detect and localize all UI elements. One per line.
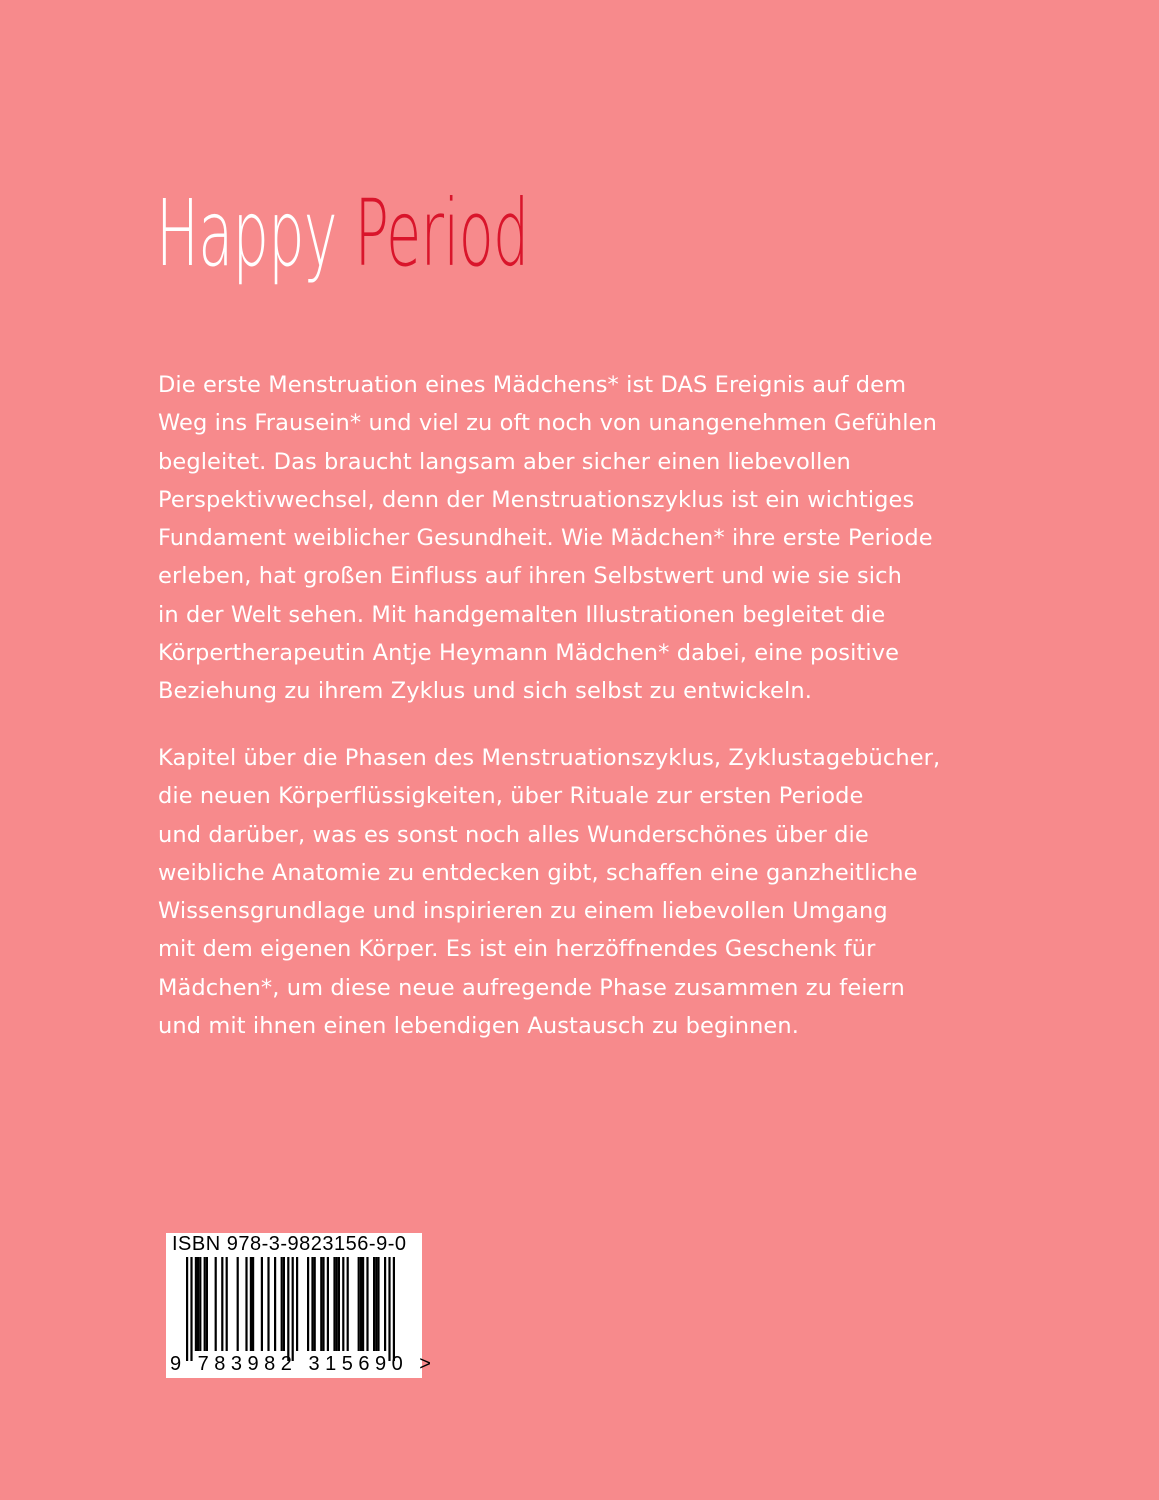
text-line: Die erste Menstruation eines Mädchens* ist DAS Ereignis auf dem — [158, 372, 907, 398]
barcode-bar — [375, 1257, 377, 1351]
barcode-bar — [393, 1257, 395, 1361]
barcode-bar — [195, 1257, 197, 1351]
barcode-bar — [373, 1257, 375, 1351]
title-happy: Happy — [156, 180, 337, 287]
barcode-bar — [261, 1257, 263, 1351]
barcode-bar — [274, 1257, 276, 1351]
barcode-bar — [314, 1257, 316, 1351]
text-line: und mit ihnen einen lebendigen Austausch zu beginnen. — [158, 1013, 799, 1040]
text-line: Körpertherapeutin Antje Heymann Mädchen* dabei, eine positive — [158, 640, 900, 667]
barcode-bar — [296, 1257, 298, 1351]
barcode-bar — [377, 1257, 379, 1351]
text-line: Mädchen*, um diese neue aufregende Phase zusammen zu feiern — [158, 974, 905, 1001]
description-paragraph-1 — [158, 366, 1038, 711]
barcode-bar — [237, 1257, 239, 1351]
text-line: begleitet. Das braucht langsam aber sicher einen liebevollen — [158, 448, 851, 475]
barcode-bar — [322, 1257, 324, 1351]
book-title — [156, 180, 529, 287]
barcode-bar — [221, 1257, 223, 1351]
text-line: Weg ins Frausein* und viel zu oft noch von unangenehmen Gefühlen — [158, 410, 937, 437]
text-line: Fundament weiblicher Gesundheit. Wie Mädchen* ihre erste Periode — [158, 525, 933, 552]
text-line: weibliche Anatomie zu entdecken gibt, schaffen eine ganzheitliche — [158, 859, 918, 886]
barcode-bar — [245, 1257, 247, 1351]
barcode-bar — [292, 1257, 294, 1361]
text-line: und darüber, was es sonst noch alles Wunderschönes über die — [158, 821, 869, 848]
barcode-bar — [215, 1257, 217, 1351]
barcode-bar — [206, 1257, 208, 1351]
barcode-bar — [204, 1257, 206, 1351]
barcode-bar — [199, 1257, 201, 1351]
text-line: die neuen Körperflüssigkeiten, über Rituale zur ersten Periode — [158, 783, 864, 810]
barcode-bar — [336, 1257, 338, 1351]
barcode-bar — [283, 1257, 285, 1351]
barcode-bar — [190, 1257, 192, 1361]
barcode-bar — [347, 1257, 349, 1351]
barcode-bar — [366, 1257, 368, 1351]
barcode-bar — [186, 1257, 188, 1361]
barcode-bar — [327, 1257, 329, 1351]
barcode-bar — [226, 1257, 228, 1351]
ean-digits: 9 783982 315690 > — [170, 1353, 437, 1375]
barcode-bar — [333, 1257, 335, 1351]
barcode-bar — [360, 1257, 362, 1351]
barcode-bar — [311, 1257, 313, 1351]
barcode-bar — [342, 1257, 344, 1351]
text-line: Kapitel über die Phasen des Menstruationszyklus, Zyklustagebücher, — [158, 745, 941, 771]
isbn-label: ISBN 978-3-9823156-9-0 — [172, 1233, 407, 1255]
barcode-bar — [384, 1257, 386, 1351]
barcode-bar — [197, 1257, 199, 1351]
text-line: Wissensgrundlage und inspirieren zu einem liebevollen Umgang — [158, 898, 888, 925]
isbn-barcode — [166, 1233, 437, 1378]
barcode-bar — [281, 1257, 283, 1351]
text-line: Beziehung zu ihrem Zyklus und sich selbst zu entwickeln. — [158, 678, 812, 705]
text-line: Perspektivwechsel, denn der Menstruationszyklus ist ein wichtiges — [158, 486, 915, 513]
description-paragraph-2 — [158, 739, 1038, 1045]
barcode-bar — [250, 1257, 252, 1351]
barcode-bar — [252, 1257, 254, 1351]
barcode-bar — [358, 1257, 360, 1351]
text-line: erleben, hat großen Einfluss auf ihren Selbstwert und wie sie sich — [158, 563, 902, 590]
text-line: mit dem eigenen Körper. Es ist ein herzöffnendes Geschenk für — [158, 936, 876, 963]
barcode-bar — [307, 1257, 309, 1351]
barcode-bar — [388, 1257, 390, 1361]
barcode-bar — [320, 1257, 322, 1351]
title-period: Period — [354, 180, 529, 287]
barcode-bar — [338, 1257, 340, 1351]
barcode-bar — [362, 1257, 364, 1351]
barcode-bar — [267, 1257, 269, 1351]
barcode-bar — [287, 1257, 289, 1361]
text-line: in der Welt sehen. Mit handgemalten Illustrationen begleitet die — [158, 601, 886, 628]
